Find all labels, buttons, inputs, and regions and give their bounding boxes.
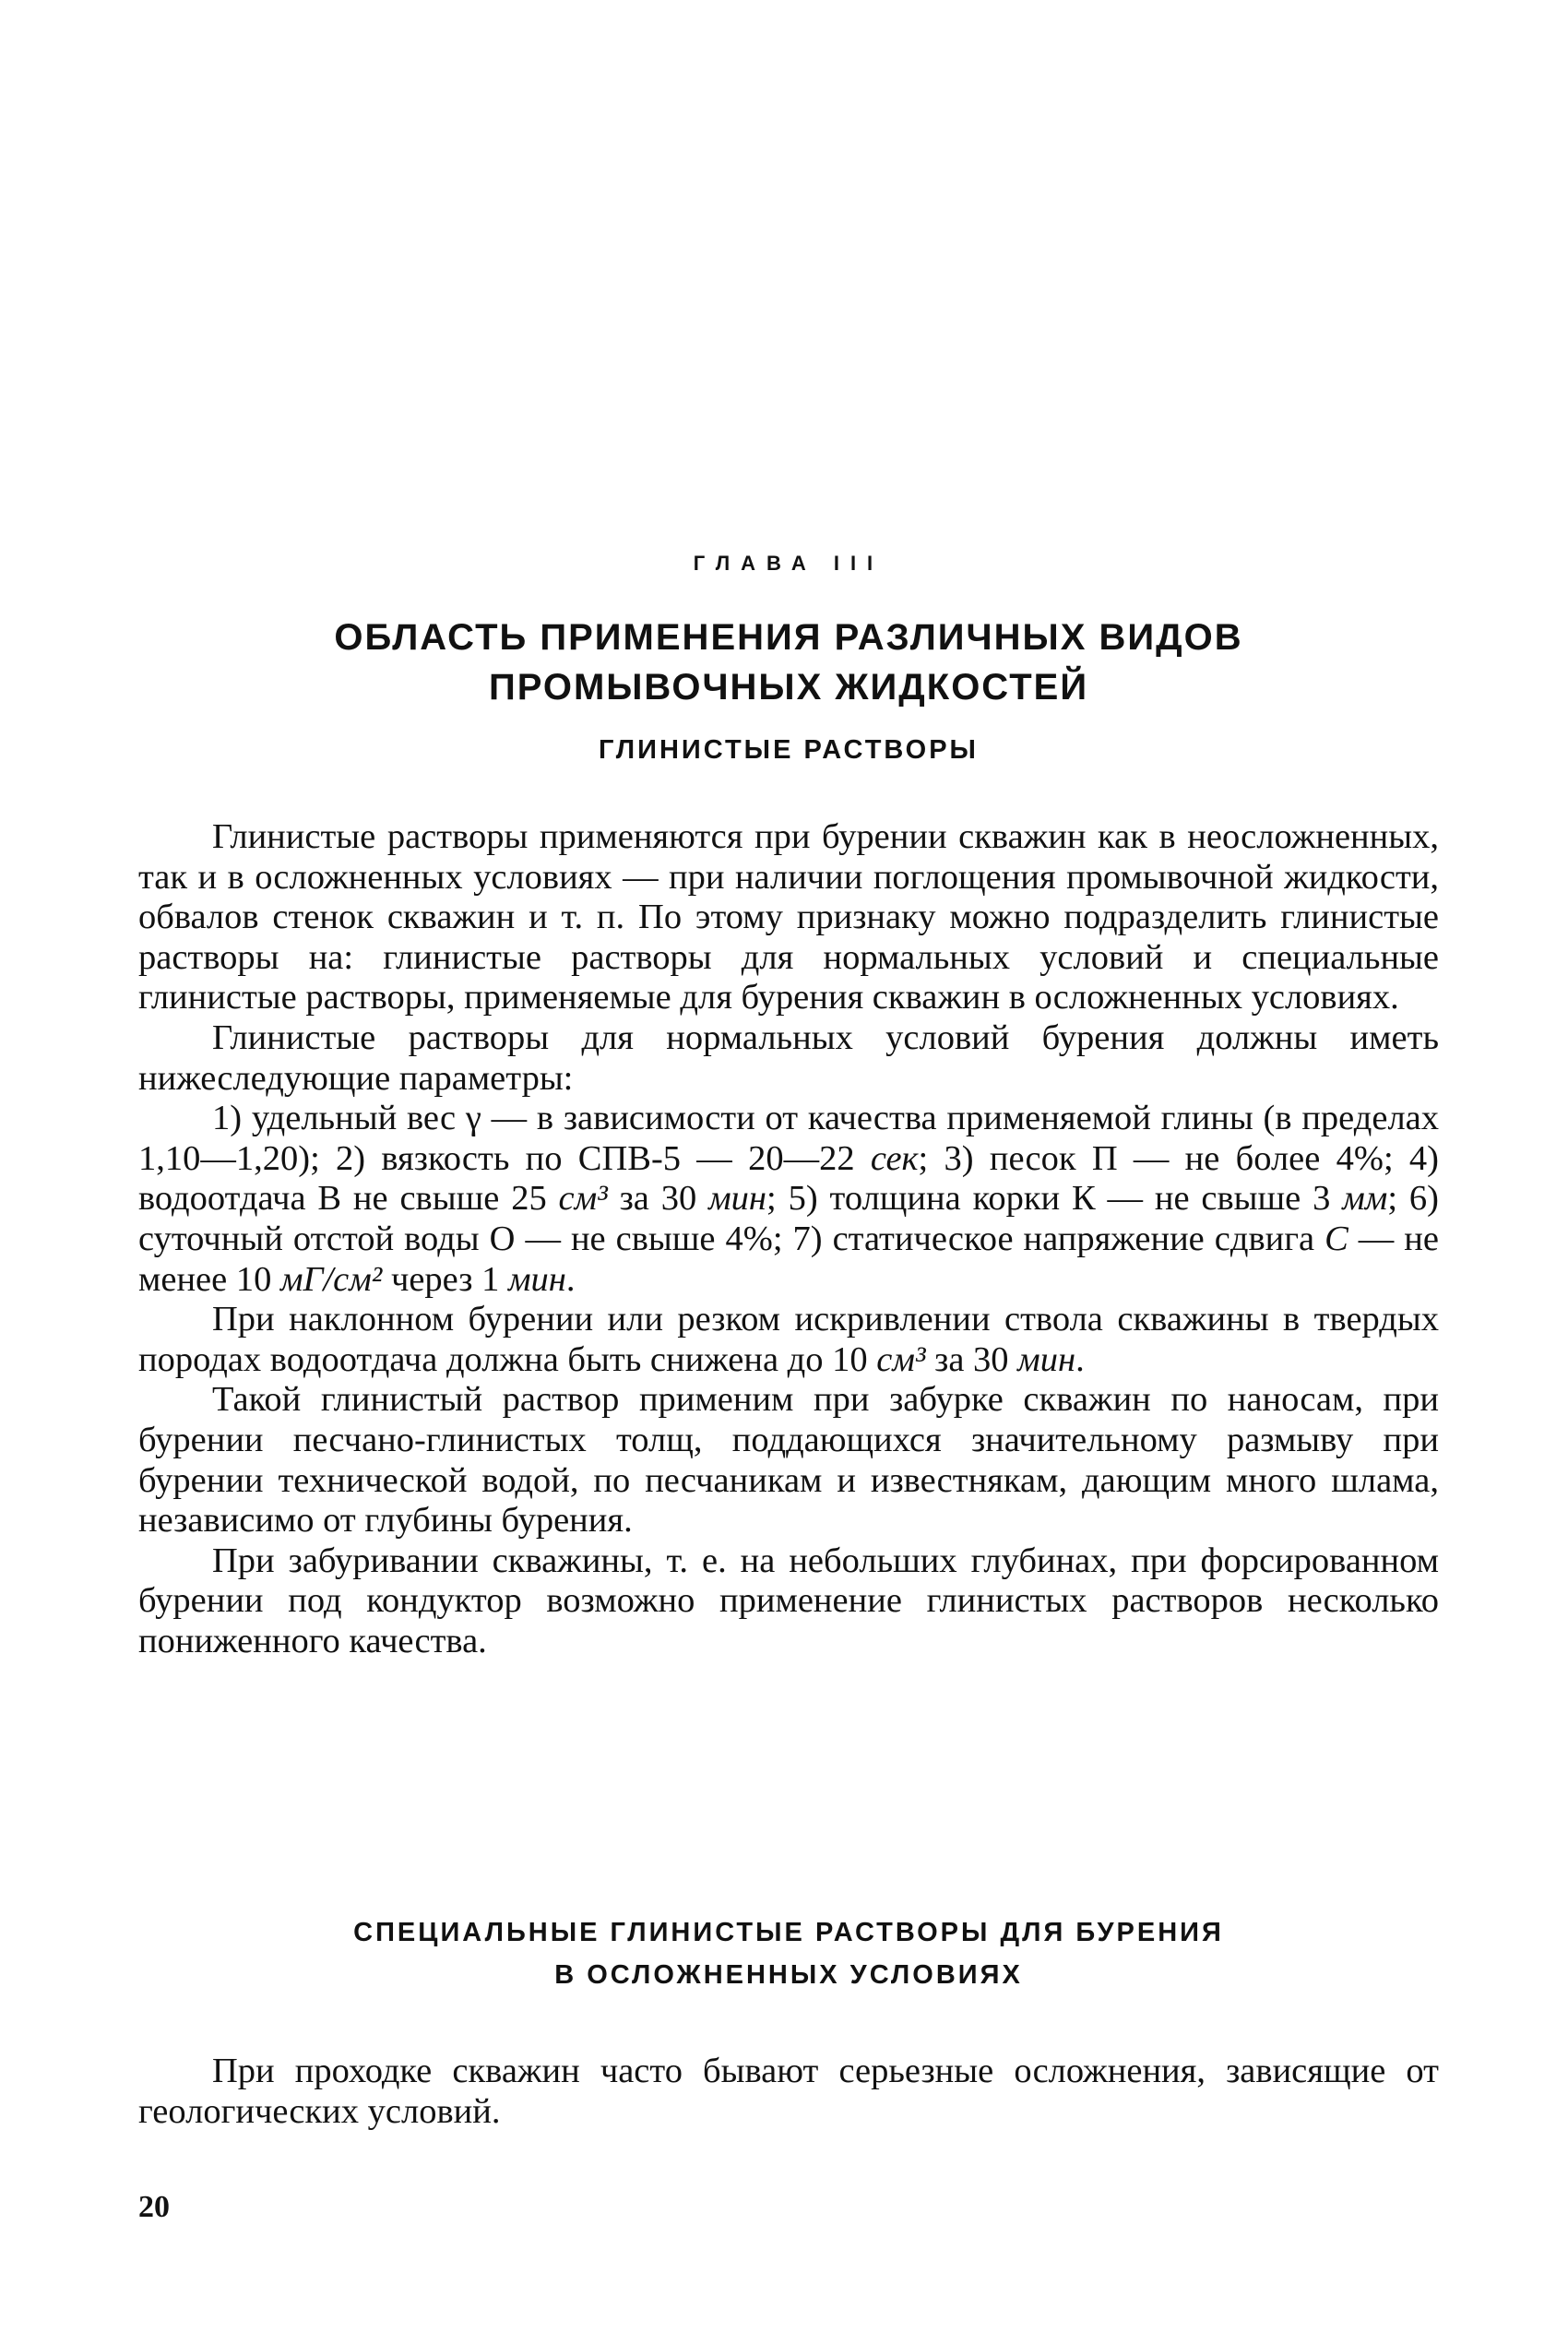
book-page [138, 0, 1439, 2332]
paragraph-4 [138, 1300, 1439, 1380]
unit-label: мин [1017, 1339, 1076, 1379]
section-heading-line-2: В ОСЛОЖНЕННЫХ УСЛОВИЯХ [554, 1960, 1023, 1990]
unit-label: мм [1342, 1179, 1388, 1219]
paragraph-5: Такой глинистый раствор применим при забурке скважин по наносам, при бурении песчано-глинистых толщ, поддающихся значительному размыву при бурении технической водой, по песчаникам и известнякам, дающим много шлама, независимо от глубины бурения. [138, 1380, 1439, 1541]
text-run: При наклонном бурении или резком искривлении ствола скважины в твердых породах водоотдача должна быть снижена до 10 [138, 1300, 1439, 1379]
paragraph-2: Глинистые растворы для нормальных условий бурения должны иметь нижеследующие параметры: [138, 1017, 1439, 1098]
unit-label: см³ [876, 1339, 926, 1379]
text-run: через 1 [382, 1259, 508, 1299]
paragraph-7: При проходке скважин часто бывают серьезные осложнения, зависящие от геологических условий. [138, 2052, 1439, 2131]
chapter-label: ГЛАВА III [693, 552, 885, 575]
text-run: — не менее 10 [138, 1219, 1439, 1299]
section-heading-clay-solutions: ГЛИНИСТЫЕ РАСТВОРЫ [599, 735, 979, 765]
text-run: . [565, 1259, 576, 1299]
unit-label: мин [507, 1259, 566, 1299]
section-2-body [138, 2052, 1439, 2132]
text-run: ; 3) песок П — не более 4%; 4) водоотдача В не свыше 25 [138, 1138, 1439, 1219]
chapter-title [138, 613, 1439, 712]
text-run: 1) удельный вес γ — в зависимости от качества применяемой глины (в пределах 1,10—1,20); 2) вязкость по СПВ-5 — 20—22 [138, 1099, 1439, 1178]
section-heading-line-1: СПЕЦИАЛЬНЫЕ ГЛИНИСТЫЕ РАСТВОРЫ ДЛЯ БУРЕНИЯ [353, 1918, 1224, 1947]
chapter-title-line-2: ПРОМЫВОЧНЫХ ЖИДКОСТЕЙ [488, 667, 1089, 708]
unit-label: мГ/см² [279, 1259, 383, 1299]
section-heading-special-solutions [138, 1911, 1439, 1996]
paragraph-6: При забуривании скважины, т. е. на небольших глубинах, при форсированном бурении под кондуктор возможно применение глинистых растворов несколько пониженного качества. [138, 1541, 1439, 1660]
paragraph-1: Глинистые растворы применяются при бурении скважин как в неосложненных, так и в осложненных условиях — при наличии поглощения промывочной жидкости, обвалов стенок скважин и т. п. По этому признаку можно подразделить глинистые растворы на: глинистые растворы для нормальных условий и специальные глинистые растворы, применяемые для бурения скважин в осложненных условиях. [138, 817, 1439, 1017]
text-run: ; 5) толщина корки К — не свыше 3 [766, 1179, 1343, 1219]
symbol-label: С [1324, 1219, 1348, 1258]
unit-label: см³ [558, 1179, 608, 1219]
text-run: ; 6) суточный отстой воды О — не свыше 4%; 7) статическое напряжение сдвига [138, 1179, 1439, 1258]
page-number: 20 [138, 2190, 170, 2224]
text-run: . [1075, 1339, 1085, 1379]
unit-label: сек [870, 1138, 919, 1178]
text-run: за 30 [607, 1179, 709, 1219]
chapter-title-line-1: ОБЛАСТЬ ПРИМЕНЕНИЯ РАЗЛИЧНЫХ ВИДОВ [334, 617, 1243, 658]
unit-label: мин [708, 1179, 767, 1219]
paragraph-3-parameters [138, 1099, 1439, 1300]
text-run: за 30 [925, 1339, 1018, 1379]
section-1-body [138, 817, 1439, 1661]
